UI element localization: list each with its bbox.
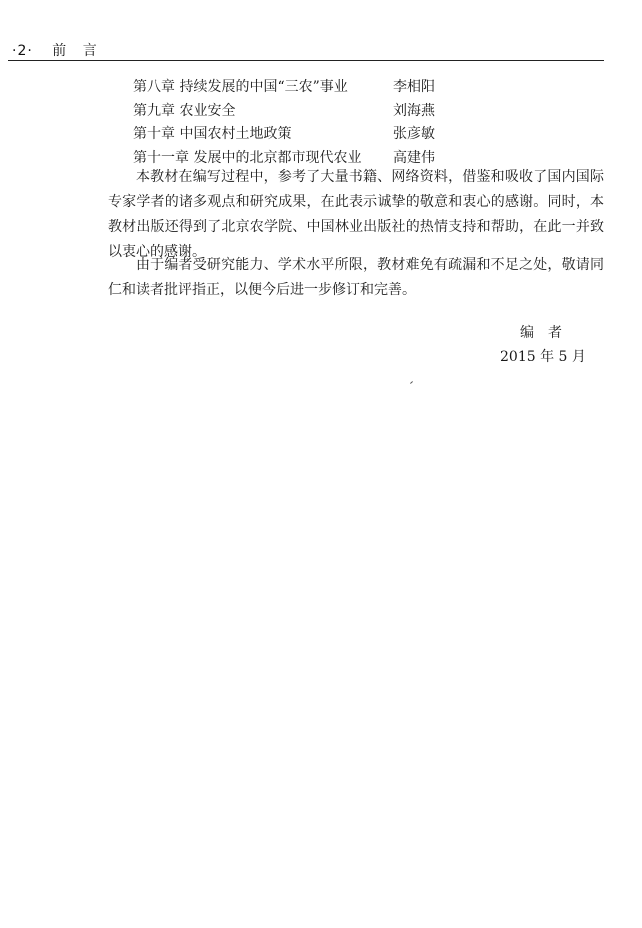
signature-date: 2015 年 5 月 [500, 349, 586, 365]
chapter-title: 第八章 持续发展的中国“三农”事业 [133, 79, 348, 95]
author-row [133, 123, 463, 147]
chapter-title: 第十一章 发展中的北京都市现代农业 [133, 149, 362, 166]
header-rule [8, 60, 604, 61]
section-title: 前 言 [52, 43, 103, 59]
disclaimer-paragraph: 由于编者受研究能力、学术水平所限，教材难免有疏漏和不足之处，敬请同仁和读者批评指正，以便今后进一步修订和完善。 [108, 257, 604, 298]
author-name: 刘海燕 [393, 102, 435, 119]
chapter-title: 第九章 农业安全 [133, 102, 236, 119]
chapter-author-list [133, 76, 463, 170]
author-row [133, 76, 463, 100]
page-number: ·2· [12, 43, 33, 59]
running-header [12, 40, 103, 60]
author-name: 张彦敏 [393, 126, 435, 142]
author-row [133, 100, 463, 124]
scan-speck [410, 381, 413, 384]
author-name: 高建伟 [393, 149, 435, 166]
acknowledgement-paragraph: 本教材在编写过程中，参考了大量书籍、网络资料，借鉴和吸收了国内国际专家学者的诸多观点和研究成果，在此表示诚挚的敬意和衷心的感谢。同时，本教材出版还得到了北京农学院、中国林业出版社的热情支持和帮助，在此一并致以衷心的感谢。 [108, 169, 604, 260]
signature-label: 编者 [520, 325, 576, 341]
chapter-title: 第十章 中国农村土地政策 [133, 126, 292, 142]
author-name: 李相阳 [393, 79, 435, 95]
